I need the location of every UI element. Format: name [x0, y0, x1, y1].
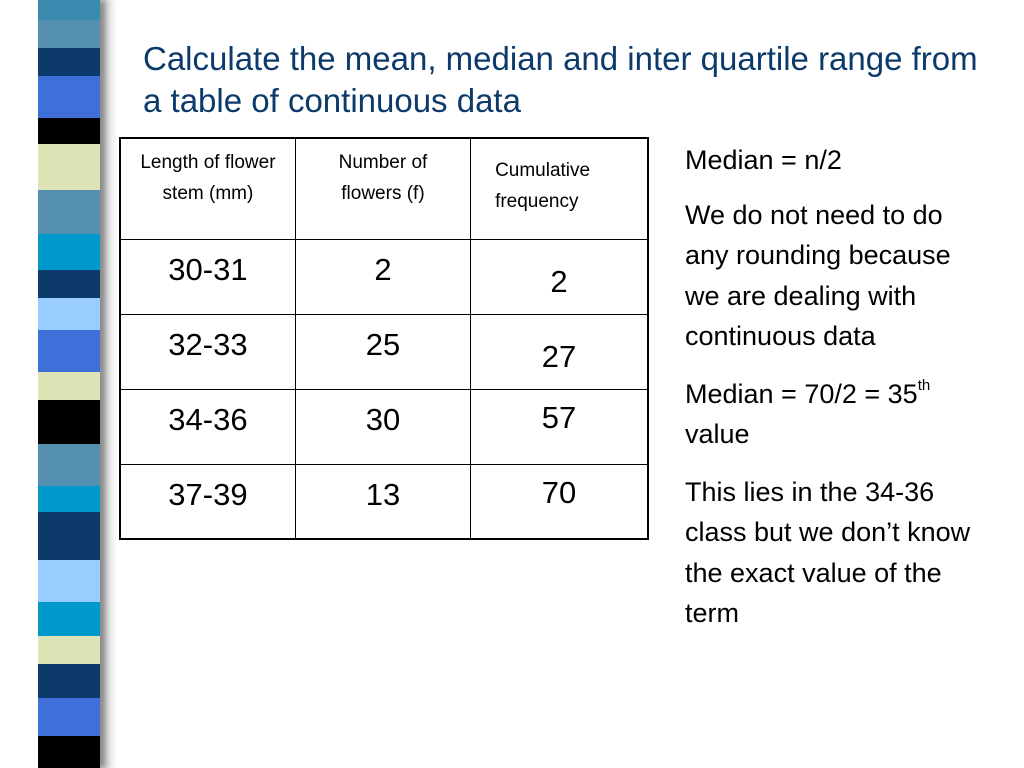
stripe-band — [38, 0, 100, 20]
header-cumulative — [471, 138, 648, 239]
median-calc-sup: th — [917, 376, 931, 394]
stripe-band — [38, 444, 100, 486]
header-length — [120, 138, 295, 239]
stripe-band — [38, 636, 100, 664]
explanation-notes — [685, 140, 985, 651]
table-row — [120, 239, 648, 314]
header-number-text: Number of flowers (f) — [338, 152, 428, 204]
cell-cumulative: 70 — [471, 464, 648, 539]
cell-length: 37-39 — [120, 464, 295, 539]
table-row — [120, 464, 648, 539]
cell-length: 34-36 — [120, 389, 295, 464]
stripe-band — [38, 602, 100, 636]
stripe-band — [38, 698, 100, 736]
median-formula: Median = n/2 — [685, 145, 842, 175]
stripe-band — [38, 736, 100, 768]
cell-length: 30-31 — [120, 239, 295, 314]
stripe-band — [38, 118, 100, 144]
table-row — [120, 314, 648, 389]
header-length-text: Length of flower stem (mm) — [140, 152, 276, 204]
stripe-band — [38, 372, 100, 400]
cell-cumulative: 2 — [471, 239, 648, 314]
cell-frequency: 25 — [295, 314, 470, 389]
stripe-band — [38, 48, 100, 76]
cell-cumulative: 27 — [471, 314, 648, 389]
stripe-band — [38, 76, 100, 118]
median-calculation — [685, 374, 985, 455]
cell-frequency: 13 — [295, 464, 470, 539]
class-note: This lies in the 34-36 class but we don’t know the exact value of the term — [685, 476, 971, 628]
cell-length: 32-33 — [120, 314, 295, 389]
stripe-band — [38, 270, 100, 298]
cell-frequency: 2 — [295, 239, 470, 314]
slide-title: Calculate the mean, median and inter quartile range from a table of continuous data — [143, 40, 978, 119]
frequency-table — [119, 137, 649, 540]
stripe-band — [38, 298, 100, 330]
stripe-band — [38, 512, 100, 560]
decorative-stripe — [38, 0, 100, 768]
header-cumulative-text: Cumulative frequency — [495, 160, 591, 212]
stripe-band — [38, 20, 100, 48]
stripe-band — [38, 330, 100, 372]
rounding-note: We do not need to do any rounding because we are dealing with continuous data — [685, 199, 951, 351]
stripe-band — [38, 486, 100, 512]
stripe-shadow — [100, 0, 118, 768]
stripe-band — [38, 400, 100, 444]
stripe-band — [38, 664, 100, 698]
stripe-band — [38, 234, 100, 270]
median-calc-prefix: Median = 70/2 = 35 — [685, 378, 918, 409]
stripe-band — [38, 144, 100, 190]
table-header-row — [120, 138, 648, 239]
cell-frequency: 30 — [295, 389, 470, 464]
median-calc-suffix: value — [685, 419, 750, 449]
stripe-band — [38, 190, 100, 234]
stripe-band — [38, 560, 100, 602]
header-number — [295, 138, 470, 239]
cell-cumulative: 57 — [471, 389, 648, 464]
table-row — [120, 389, 648, 464]
